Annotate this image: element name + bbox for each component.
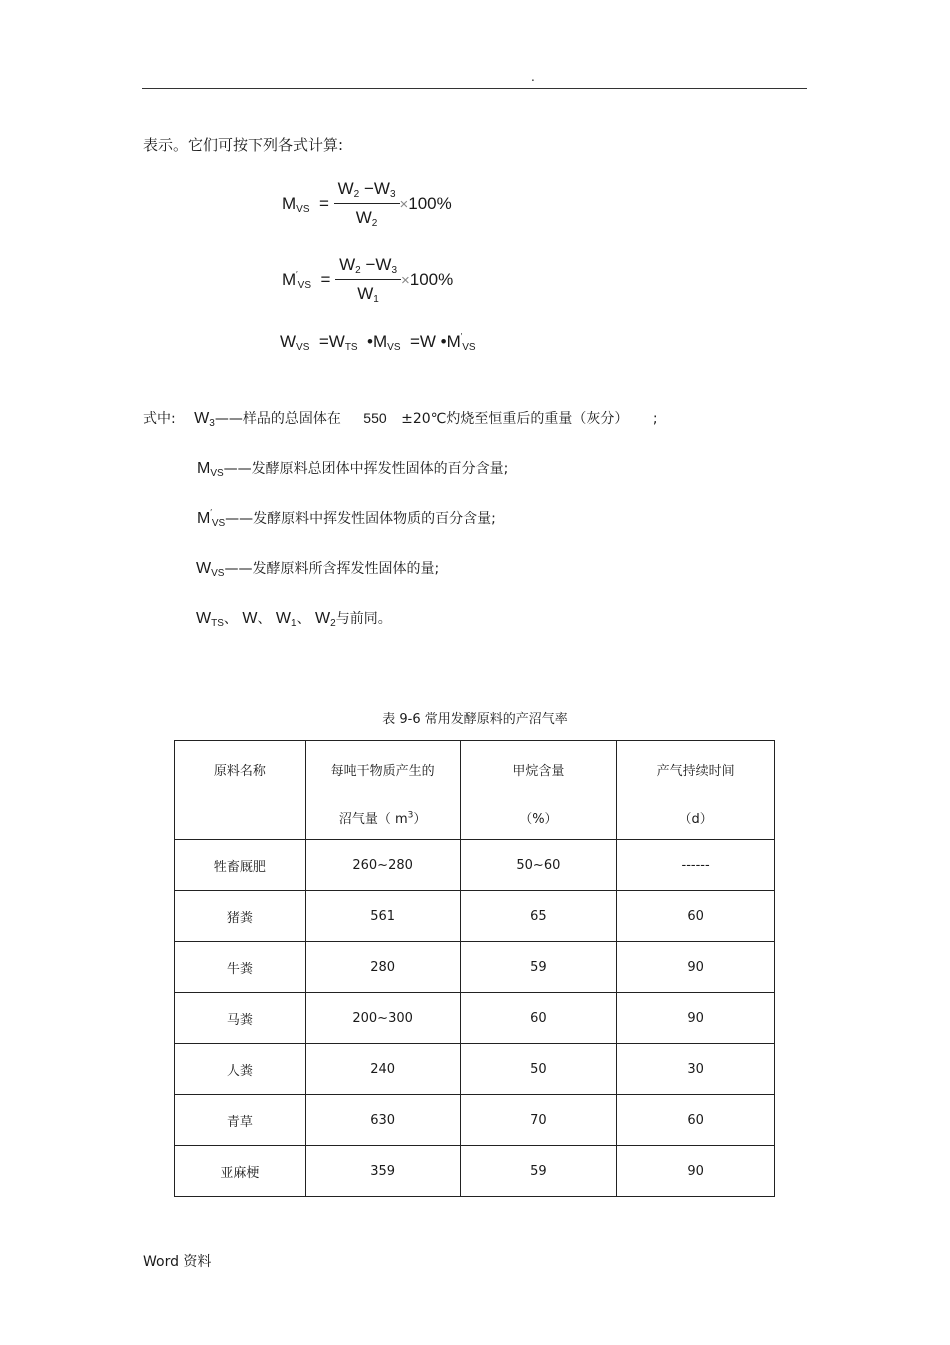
header-cell: 每吨干物质产生的 沼气量（ $m^3$） bbox=[305, 741, 460, 840]
table-cell: 青草 bbox=[175, 1095, 306, 1146]
intro-text: 表示。它们可按下列各式计算: bbox=[143, 136, 344, 154]
formula-wvs: $W_{VS} =W_{TS}$ $•M_{VS} =W$ $•M'_{VS}$ bbox=[280, 332, 476, 353]
table-cell: 59 bbox=[460, 942, 617, 993]
table-cell: 人粪 bbox=[175, 1044, 306, 1095]
table-cell: 630 bbox=[305, 1095, 460, 1146]
table-row bbox=[175, 1044, 775, 1095]
header-rule bbox=[142, 88, 807, 89]
header-cell: 甲烷含量 （%） bbox=[460, 741, 617, 840]
table-row bbox=[175, 1095, 775, 1146]
table-cell: 亚麻梗 bbox=[175, 1146, 306, 1197]
definition-mvs: $M_{VS}——$发酵原料总团体中挥发性固体的百分含量; bbox=[197, 460, 509, 479]
table-cell: 60 bbox=[617, 1095, 775, 1146]
table-cell: 30 bbox=[617, 1044, 775, 1095]
definition-others: $W_{TS}$、 W、 $W_1$、 $W_2$与前同。 bbox=[196, 610, 392, 629]
footer-text: Word 资料 bbox=[143, 1254, 212, 1270]
table-cell: 牲畜厩肥 bbox=[175, 840, 306, 891]
definition-mvs-prime: $M'_{VS}——$发酵原料中挥发性固体物质的百分含量; bbox=[197, 508, 496, 529]
table-row bbox=[175, 942, 775, 993]
table-cell: 50~60 bbox=[460, 840, 617, 891]
table-cell: 牛粪 bbox=[175, 942, 306, 993]
table-cell: 50 bbox=[460, 1044, 617, 1095]
table-caption: 表 9-6 常用发酵原料的产沼气率 bbox=[382, 712, 568, 727]
header-cell: 产气持续时间 （d） bbox=[617, 741, 775, 840]
formula-mvs: $M_{VS}$ = $\frac{W_2 -W_3}{W_2}$ ×100% bbox=[282, 179, 452, 229]
table-cell: 90 bbox=[617, 993, 775, 1044]
table-row bbox=[175, 891, 775, 942]
definition-w3: 式中: $W_3——$样品的总固体在 550 ±20℃灼烧至恒重后的重量（灰分） ; bbox=[143, 410, 658, 429]
table-cell: 260~280 bbox=[305, 840, 460, 891]
table-cell: 70 bbox=[460, 1095, 617, 1146]
formula-mvs-prime: $M'_{VS}$ = $\frac{W_2 -W_3}{W_1}$ ×100% bbox=[282, 255, 454, 305]
table-cell: 561 bbox=[305, 891, 460, 942]
table-cell: 60 bbox=[460, 993, 617, 1044]
header-cell: 原料名称 bbox=[175, 741, 306, 840]
table-row bbox=[175, 840, 775, 891]
table-cell: 65 bbox=[460, 891, 617, 942]
table-cell: ------ bbox=[617, 840, 775, 891]
table-cell: 359 bbox=[305, 1146, 460, 1197]
table-header-row bbox=[175, 741, 775, 840]
table-cell: 280 bbox=[305, 942, 460, 993]
definition-wvs: $W_{VS}——$发酵原料所含挥发性固体的量; bbox=[196, 560, 440, 579]
table-cell: 240 bbox=[305, 1044, 460, 1095]
biogas-table bbox=[174, 740, 775, 1197]
table-row bbox=[175, 1146, 775, 1197]
header-mark: . bbox=[531, 70, 535, 84]
table-cell: 60 bbox=[617, 891, 775, 942]
table-cell: 90 bbox=[617, 942, 775, 993]
table-cell: 59 bbox=[460, 1146, 617, 1197]
table-cell: 90 bbox=[617, 1146, 775, 1197]
table-cell: 马粪 bbox=[175, 993, 306, 1044]
table-cell: 猪粪 bbox=[175, 891, 306, 942]
table-cell: 200~300 bbox=[305, 993, 460, 1044]
where-label: 式中: bbox=[143, 411, 176, 427]
table-row bbox=[175, 993, 775, 1044]
